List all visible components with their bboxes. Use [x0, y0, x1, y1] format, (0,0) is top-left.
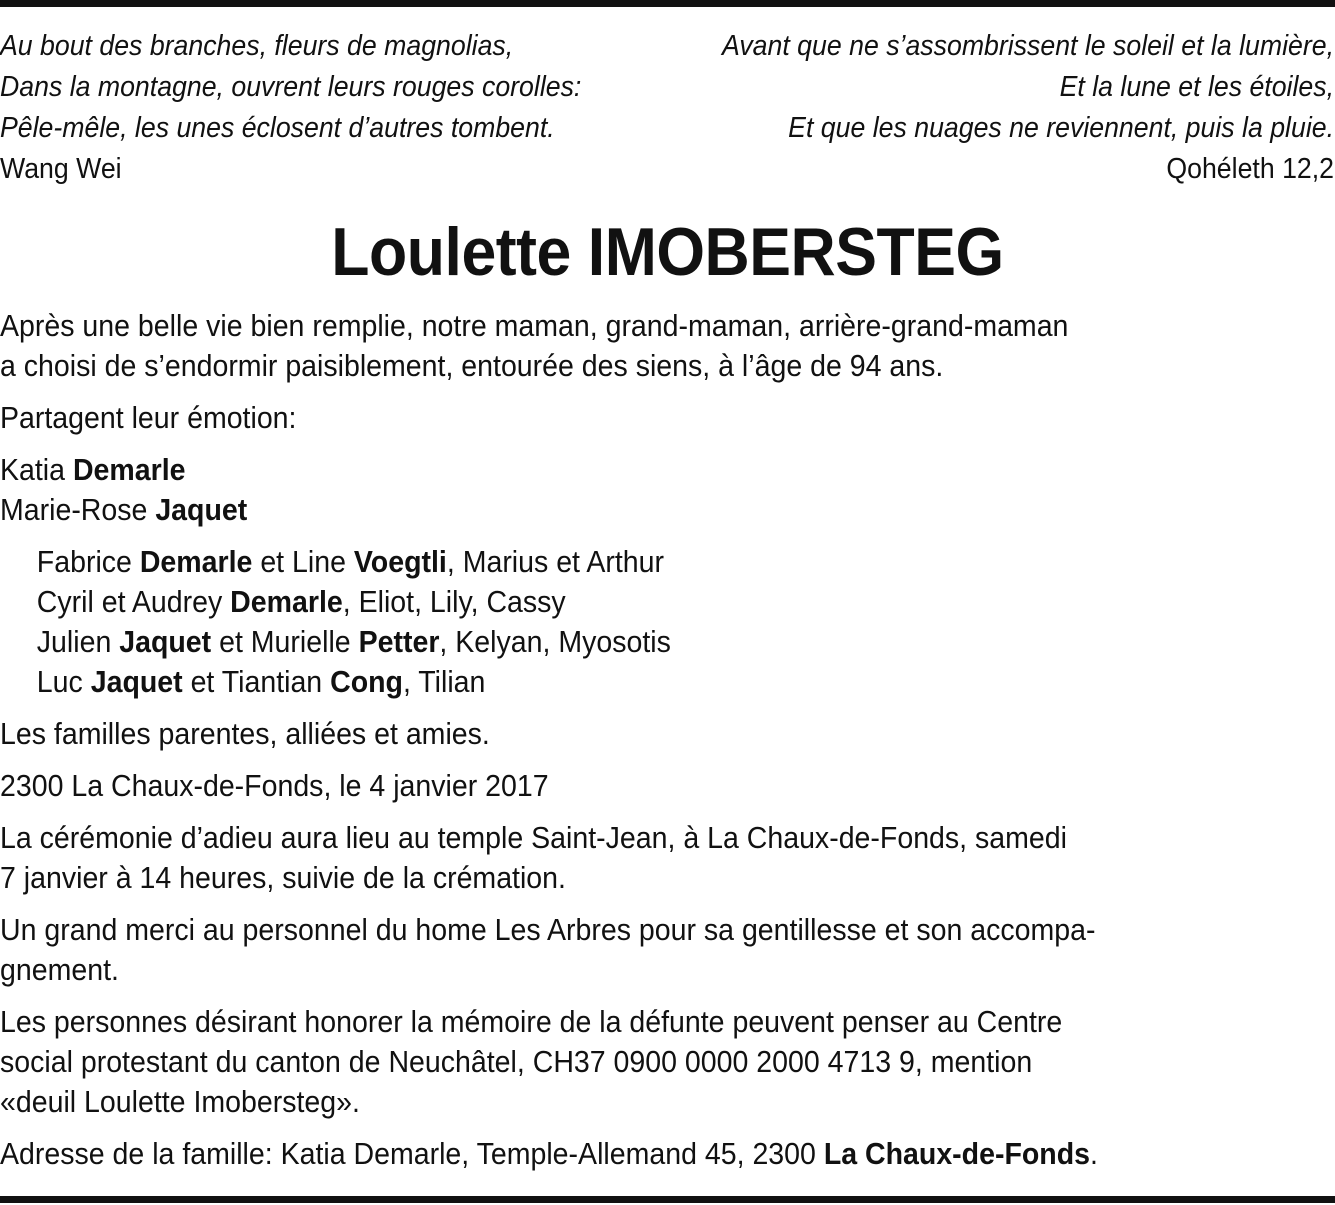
donation-line: social protestant du canton de Neuchâtel, CH37 0900 0000 2000 4713 9, mention	[0, 1044, 1033, 1079]
donation-line: Les personnes désirant honorer la mémoire de la défunte peuvent penser au Centre	[0, 1004, 1063, 1039]
share-label: Partagent leur émotion:	[0, 400, 297, 435]
family-member: Julien Jaquet et Murielle Petter, Kelyan, Myosotis	[36, 624, 671, 659]
first-name: Marie-Rose	[0, 492, 156, 527]
epigraph-line: Avant que ne s’assombrissent le soleil et la lumière,	[722, 30, 1334, 62]
thanks-line: gnement.	[0, 952, 119, 987]
epigraph-line: Et la lune et les étoiles,	[1059, 71, 1334, 103]
intro-line: a choisi de s’endormir paisiblement, entourée des siens, à l’âge de 94 ans.	[0, 348, 944, 383]
epigraph-line: Pêle-mêle, les unes éclosent d’autres tombent.	[0, 112, 555, 144]
family-member: Cyril et Audrey Demarle, Eliot, Lily, Cassy	[36, 584, 566, 619]
deceased-name: Loulette IMOBERSTEG	[331, 214, 1004, 290]
intro-line: Après une belle vie bien remplie, notre maman, grand-maman, arrière-grand-maman	[0, 308, 1069, 343]
epigraph-line: Dans la montagne, ouvrent leurs rouges corolles:	[0, 71, 582, 103]
bottom-rule	[0, 1196, 1335, 1203]
last-name: Jaquet	[155, 492, 248, 527]
family-member	[0, 450, 1334, 490]
ceremony-line: La cérémonie d’adieu aura lieu au temple Saint-Jean, à La Chaux-de-Fonds, samedi	[0, 820, 1067, 855]
family-address: Adresse de la famille: Katia Demarle, Temple-Allemand 45, 2300 La Chaux-de-Fonds.	[0, 1136, 1098, 1171]
top-rule	[0, 0, 1335, 7]
epigraph-line: Au bout des branches, fleurs de magnolias,	[0, 30, 514, 62]
epigraph-line: Et que les nuages ne reviennent, puis la pluie.	[788, 112, 1334, 144]
last-name: Demarle	[72, 452, 186, 487]
place-date: 2300 La Chaux-de-Fonds, le 4 janvier 2017	[0, 768, 549, 803]
family-member	[0, 490, 1334, 530]
epigraph-author: Wang Wei	[0, 153, 122, 185]
thanks-line: Un grand merci au personnel du home Les Arbres pour sa gentillesse et son accompa-	[0, 912, 1096, 947]
donation-line: «deuil Loulette Imobersteg».	[0, 1084, 360, 1119]
ceremony-line: 7 janvier à 14 heures, suivie de la crémation.	[0, 860, 566, 895]
family-member: Luc Jaquet et Tiantian Cong, Tilian	[36, 664, 486, 699]
epigraph-author: Qohéleth 12,2	[1166, 153, 1334, 185]
first-name: Katia	[0, 452, 73, 487]
notice-body	[0, 306, 1334, 1174]
address-city: La Chaux-de-Fonds	[823, 1136, 1091, 1171]
family-member: Fabrice Demarle et Line Voegtli, Marius et Arthur	[36, 544, 664, 579]
families-line: Les familles parentes, alliées et amies.	[0, 716, 490, 751]
epigraph-right	[598, 26, 1334, 190]
